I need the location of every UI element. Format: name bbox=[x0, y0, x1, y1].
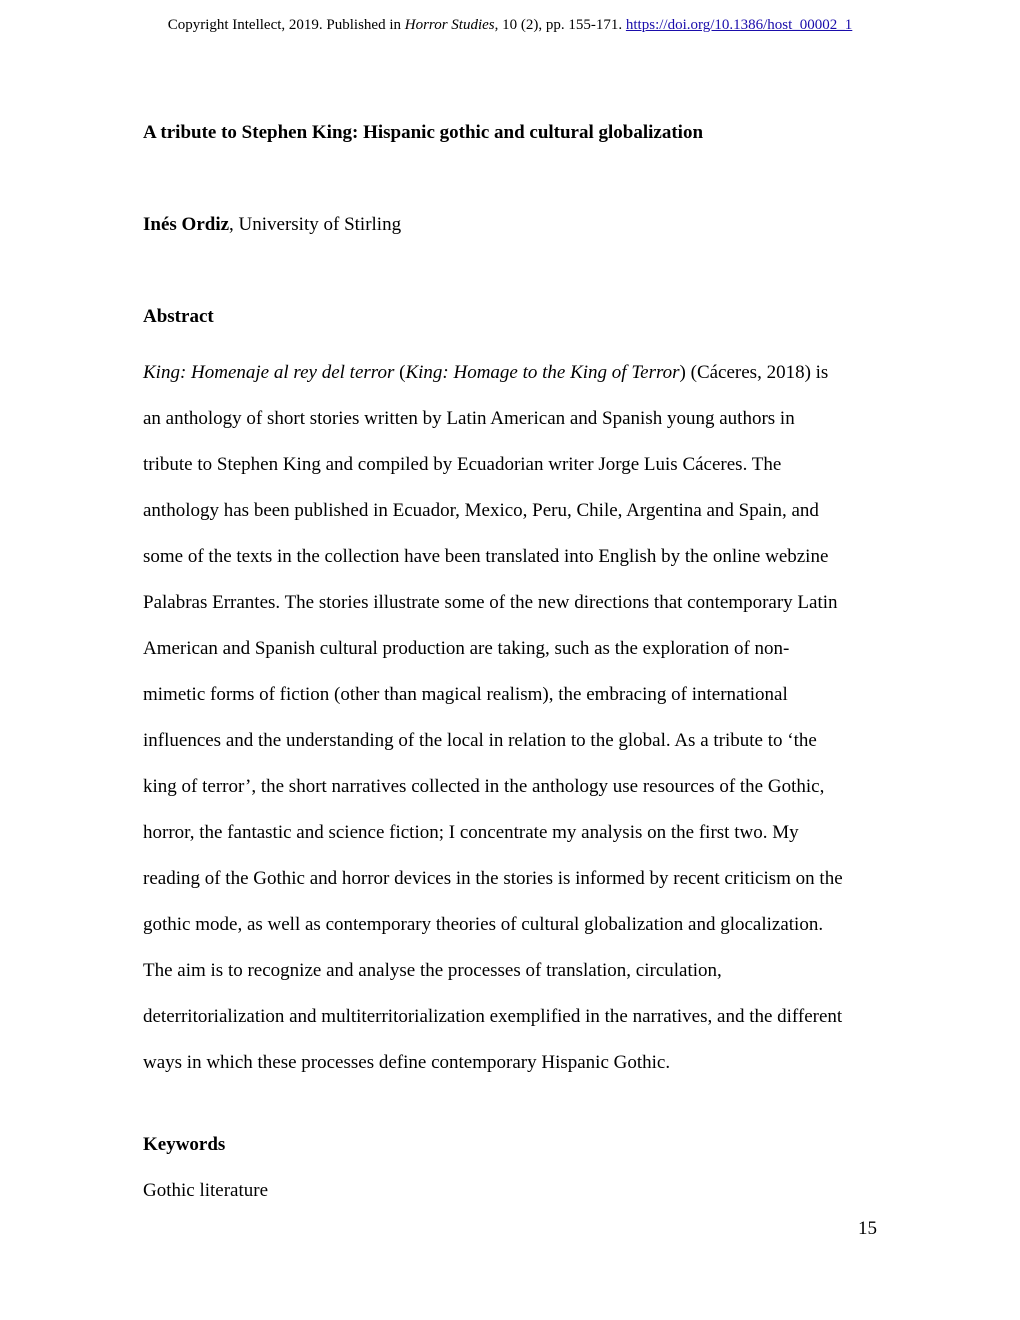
abstract-line: horror, the fantastic and science fiction; I concentrate my analysis on the first two. My bbox=[143, 822, 799, 843]
page-number: 15 bbox=[858, 1218, 877, 1239]
book-title-english: King: Homage to the King of Terror bbox=[405, 362, 680, 383]
abstract-line: influences and the understanding of the local in relation to the global. As a tribute to ‘the bbox=[143, 730, 817, 751]
abstract-line: some of the texts in the collection have been translated into English by the online webzine bbox=[143, 546, 829, 567]
abstract-body bbox=[143, 350, 903, 1086]
book-title-spanish: King: Homenaje al rey del terror bbox=[143, 362, 395, 383]
first-line-rest: ) (Cáceres, 2018) is bbox=[679, 362, 829, 383]
paper-title: A tribute to Stephen King: Hispanic gothic and cultural globalization bbox=[143, 122, 704, 143]
keyword-item: Gothic literature bbox=[143, 1180, 269, 1201]
abstract-line: king of terror’, the short narratives collected in the anthology use resources of the Gothic, bbox=[143, 776, 825, 797]
paren-open: ( bbox=[394, 362, 406, 383]
journal-name: Horror Studies bbox=[404, 17, 495, 33]
abstract-line: The aim is to recognize and analyse the processes of translation, circulation, bbox=[143, 960, 722, 981]
abstract-line: mimetic forms of fiction (other than magical realism), the embracing of international bbox=[143, 684, 788, 705]
abstract-line: reading of the Gothic and horror devices in the stories is informed by recent criticism on the bbox=[143, 868, 843, 889]
copyright-notice bbox=[0, 15, 1020, 35]
abstract-line: American and Spanish cultural production are taking, such as the exploration of non- bbox=[143, 638, 790, 659]
copyright-prefix: Copyright Intellect, 2019. Published in bbox=[167, 17, 405, 33]
author-line bbox=[143, 212, 401, 238]
author-name: Inés Ordiz bbox=[143, 214, 230, 235]
author-affiliation: , University of Stirling bbox=[229, 214, 402, 235]
abstract-line: deterritorialization and multiterritorialization exemplified in the narratives, and the different bbox=[143, 1006, 843, 1027]
abstract-line: an anthology of short stories written by Latin American and Spanish young authors in bbox=[143, 408, 795, 429]
abstract-line: anthology has been published in Ecuador, Mexico, Peru, Chile, Argentina and Spain, and bbox=[143, 500, 819, 521]
keywords-heading: Keywords bbox=[143, 1134, 226, 1155]
abstract-heading: Abstract bbox=[143, 306, 214, 327]
copyright-suffix: , 10 (2), pp. 155-171. bbox=[494, 17, 626, 33]
abstract-line: tribute to Stephen King and compiled by Ecuadorian writer Jorge Luis Cáceres. The bbox=[143, 454, 782, 475]
abstract-line bbox=[143, 350, 903, 396]
abstract-line: ways in which these processes define contemporary Hispanic Gothic. bbox=[143, 1052, 671, 1073]
abstract-line: gothic mode, as well as contemporary theories of cultural globalization and glocalization. bbox=[143, 914, 824, 935]
abstract-line: Palabras Errantes. The stories illustrate some of the new directions that contemporary Latin bbox=[143, 592, 838, 613]
doi-link[interactable]: https://doi.org/10.1386/host_00002_1 bbox=[625, 17, 853, 33]
